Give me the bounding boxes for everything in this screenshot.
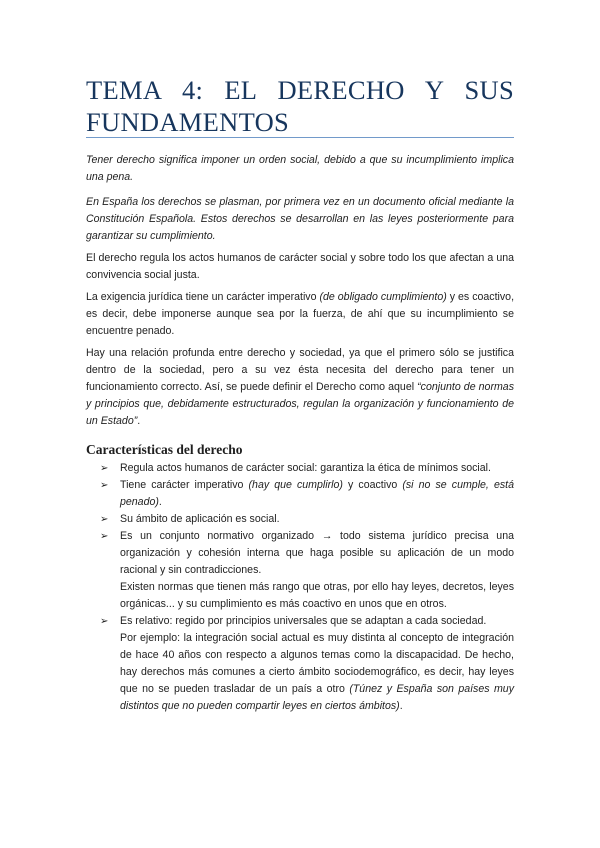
intro-paragraph-3: El derecho regula los actos humanos de carácter social y sobre todo los que afectan a una convivencia social justa. (86, 252, 514, 281)
p5-text-a: Hay una relación profunda entre derecho y sociedad, ya que el primero sólo se justifica dentro de la sociedad, pero a su vez ésta necesita del derecho para tener un funcionamiento correcto. Así, se puede definir el Derecho como aquel (86, 347, 514, 393)
characteristics-list (86, 460, 514, 715)
bullet-2-text-d: (si no se cumple, está penado) (120, 479, 514, 508)
bullet-text-5: Es relativo: regido por principios universales que se adaptan a cada sociedad. (120, 615, 487, 627)
section-heading: Características del derecho (86, 442, 243, 457)
bullet-2-text-c: y coactivo (342, 479, 403, 491)
intro-paragraph-5 (86, 345, 514, 430)
bullet-text-3: Su ámbito de aplicación es social. (120, 513, 280, 525)
list-item (86, 477, 514, 511)
bullet-4-subparagraph: Existen normas que tienen más rango que otras, por ello hay leyes, decretos, leyes orgánicas... y su cumplimiento es más coactivo en unos que en otros. (120, 581, 514, 610)
bullet-2-text-e: . (158, 496, 162, 508)
intro-paragraph-4 (86, 289, 514, 340)
bullet-text-4: Es un conjunto normativo organizado → todo sistema jurídico precisa una organización y cohesión interna que haga posible su aplicación de un modo racional y sin contradicciones. (120, 530, 514, 576)
p5-text-c: . (137, 415, 141, 427)
list-item (86, 528, 514, 613)
bullet-5-sub-text-c: . (399, 700, 403, 712)
title-line-1: TEMA 4: EL DERECHO Y SUS (86, 75, 514, 105)
bullet-arrow-icon: ➢ (100, 531, 109, 542)
bullet-5-sub-text-b: (Túnez y España son países muy distintos que no pueden compartir leyes en ciertos ámbitos) (120, 683, 514, 712)
intro-paragraph-1: Tener derecho significa imponer un orden social, debido a que su incumplimiento implica una pena. (86, 154, 514, 183)
bullet-text-1: Regula actos humanos de carácter social: garantiza la ética de mínimos social. (120, 462, 491, 474)
title-underline (86, 137, 514, 138)
bullet-2-text-a: Tiene carácter imperativo (120, 479, 249, 491)
bullet-5-subparagraph (120, 630, 514, 715)
list-item (86, 460, 514, 477)
bullet-5-sub-text-a: Por ejemplo: la integración social actual es muy distinta al concepto de integración de hace 40 años con respecto a algunos temas como la discapacidad. De hecho, hay derechos más comunes a cierto ámbito sociodemográfico, es decir, hay leyes que no se pueden trasladar de un país a otro (120, 632, 514, 695)
bullet-arrow-icon: ➢ (100, 480, 109, 491)
bullet-arrow-icon: ➢ (100, 616, 109, 627)
bullet-arrow-icon: ➢ (100, 514, 109, 525)
p4-text-c: y es coactivo, es decir, debe imponerse aunque sea por la fuerza, de ahí que su incumplimiento se encuentre penado. (86, 291, 515, 337)
bullet-arrow-icon: ➢ (100, 463, 109, 474)
list-item (86, 511, 514, 528)
bullet-2-text-b: (hay que cumplirlo) (248, 479, 343, 491)
intro-paragraph-2: En España los derechos se plasman, por primera vez en un documento oficial mediante la Constitución Española. Estos derechos se desarrollan en las leyes posteriormente para garantizar su cumplimiento. (86, 196, 514, 242)
p4-text-a: La exigencia jurídica tiene un carácter imperativo (86, 291, 320, 303)
p4-text-italic: (de obligado cumplimiento) (319, 291, 447, 303)
list-item (86, 613, 514, 715)
page-title (86, 74, 514, 138)
title-line-2: FUNDAMENTOS (86, 107, 290, 137)
p5-definition-quote: “conjunto de normas y principios que, debidamente estructurados, regulan la organización y funcionamiento de un Estado” (86, 381, 514, 427)
